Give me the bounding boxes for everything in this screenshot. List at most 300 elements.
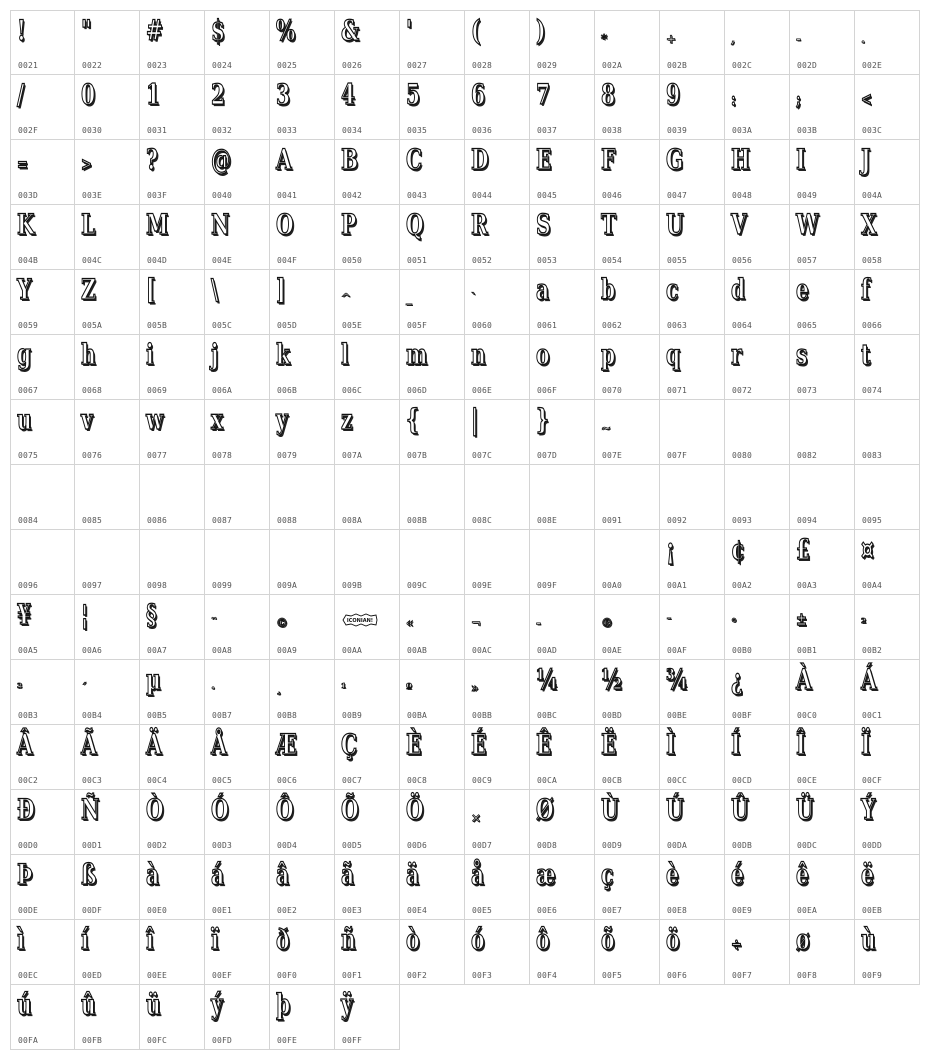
glyph-cell[interactable] [10,985,75,1050]
glyph-cell[interactable] [400,10,465,75]
glyph-cell[interactable] [75,595,140,660]
glyph-sample: Z [81,273,96,306]
glyph-cell[interactable] [660,205,725,270]
glyph-cell[interactable] [725,790,790,855]
glyph-code-label: 00AA [342,646,363,655]
glyph-sample: Å [211,728,227,761]
glyph-cell[interactable] [400,270,465,335]
glyph-cell[interactable] [335,595,400,660]
glyph-sample: ä [406,858,420,891]
glyph-cell[interactable] [790,205,855,270]
glyph-sample: - [536,616,541,630]
glyph-cell[interactable] [75,530,140,595]
glyph-cell[interactable] [205,985,270,1050]
glyph-sample: e [796,273,809,306]
glyph-cell[interactable] [855,335,920,400]
glyph-code-label: 004E [212,256,233,265]
glyph-code-label: 00C1 [862,711,883,720]
glyph-sample: Ì [666,728,676,761]
glyph-cell[interactable] [660,595,725,660]
glyph-cell[interactable] [205,725,270,790]
glyph-cell[interactable] [855,790,920,855]
glyph-cell[interactable] [75,75,140,140]
glyph-cell[interactable] [660,270,725,335]
glyph-cell[interactable] [205,140,270,205]
glyph-code-label: 0048 [732,191,753,200]
glyph-cell[interactable] [270,400,335,465]
glyph-cell[interactable] [270,270,335,335]
glyph-cell[interactable] [140,595,205,660]
glyph-cell[interactable] [855,140,920,205]
glyph-cell[interactable] [790,75,855,140]
glyph-cell[interactable] [400,140,465,205]
glyph-cell[interactable] [465,790,530,855]
glyph-cell[interactable] [75,10,140,75]
glyph-cell[interactable] [10,465,75,530]
glyph-cell[interactable] [725,595,790,660]
glyph-code-label: 00D4 [277,841,298,850]
glyph-cell[interactable] [660,75,725,140]
glyph-cell[interactable] [790,920,855,985]
glyph-code-label: 0062 [602,321,623,330]
glyph-sample: ö [666,923,680,956]
glyph-code-label: 0042 [342,191,363,200]
glyph-code-label: 0085 [82,516,103,525]
glyph-code-label: 008A [342,516,363,525]
glyph-cell[interactable] [335,530,400,595]
glyph-sample: ó [471,923,485,956]
glyph-code-label: 00BB [472,711,493,720]
glyph-cell[interactable] [75,985,140,1050]
glyph-cell[interactable] [400,660,465,725]
glyph-code-label: 0059 [18,321,39,330]
glyph-cell[interactable] [790,660,855,725]
glyph-code-label: 00F2 [407,971,428,980]
glyph-sample: õ [601,923,615,956]
glyph-cell[interactable] [75,335,140,400]
glyph-cell[interactable] [465,920,530,985]
glyph-cell[interactable] [530,270,595,335]
glyph-cell[interactable] [595,335,660,400]
glyph-code-label: 00D9 [602,841,623,850]
glyph-cell[interactable] [530,595,595,660]
glyph-cell[interactable] [335,75,400,140]
glyph-cell[interactable] [140,140,205,205]
glyph-code-label: 00FB [82,1036,103,1045]
glyph-cell[interactable] [205,855,270,920]
glyph-cell[interactable] [790,335,855,400]
glyph-cell[interactable] [75,660,140,725]
glyph-cell[interactable] [270,725,335,790]
glyph-cell[interactable] [205,75,270,140]
glyph-cell[interactable] [660,10,725,75]
glyph-cell[interactable] [465,595,530,660]
glyph-cell[interactable] [725,725,790,790]
glyph-sample: + [666,32,677,46]
glyph-cell[interactable] [205,790,270,855]
glyph-cell[interactable] [335,10,400,75]
glyph-cell[interactable] [10,10,75,75]
glyph-cell[interactable] [10,140,75,205]
glyph-cell[interactable] [530,400,595,465]
glyph-cell[interactable] [595,855,660,920]
glyph-code-label: 00E1 [212,906,233,915]
glyph-cell[interactable] [660,920,725,985]
glyph-cell[interactable] [465,140,530,205]
glyph-cell[interactable] [725,205,790,270]
glyph-cell[interactable] [335,790,400,855]
glyph-cell[interactable] [75,140,140,205]
glyph-sample: ô [536,923,550,956]
glyph-code-label: 005C [212,321,233,330]
glyph-cell[interactable] [855,530,920,595]
glyph-cell[interactable] [205,205,270,270]
glyph-cell[interactable] [465,530,530,595]
glyph-code-label: 0068 [82,386,103,395]
glyph-sample: ´ [81,681,87,695]
glyph-sample: ° [731,616,737,630]
glyph-cell[interactable] [400,855,465,920]
glyph-cell[interactable] [465,270,530,335]
glyph-cell[interactable] [335,985,400,1050]
glyph-sample: & [341,14,360,47]
glyph-cell[interactable] [725,660,790,725]
glyph-cell[interactable] [140,270,205,335]
glyph-code-label: 003C [862,126,883,135]
glyph-cell[interactable] [140,530,205,595]
glyph-cell[interactable] [855,205,920,270]
glyph-code-label: 002B [667,61,688,70]
glyph-cell[interactable] [725,400,790,465]
glyph-cell[interactable] [270,75,335,140]
glyph-cell[interactable] [205,465,270,530]
glyph-cell[interactable] [465,855,530,920]
glyph-cell[interactable] [465,75,530,140]
glyph-code-label: 0052 [472,256,493,265]
glyph-cell[interactable] [400,790,465,855]
glyph-sample: ñ [341,923,356,956]
glyph-code-label: 00D6 [407,841,428,850]
glyph-cell[interactable] [595,790,660,855]
glyph-cell[interactable] [790,595,855,660]
glyph-code-label: 0075 [18,451,39,460]
glyph-cell[interactable] [660,725,725,790]
glyph-cell[interactable] [140,920,205,985]
glyph-cell[interactable] [660,530,725,595]
glyph-cell[interactable] [75,855,140,920]
glyph-cell[interactable] [725,75,790,140]
glyph-sample: > [81,154,92,175]
glyph-code-label: 0066 [862,321,883,330]
glyph-cell[interactable] [75,920,140,985]
glyph-code-label: 0088 [277,516,298,525]
glyph-cell[interactable] [75,270,140,335]
glyph-cell[interactable] [465,335,530,400]
glyph-cell[interactable] [595,140,660,205]
glyph-cell[interactable] [530,465,595,530]
glyph-cell[interactable] [140,75,205,140]
glyph-code-label: 00FD [212,1036,233,1045]
glyph-cell[interactable] [10,855,75,920]
glyph-sample: » [471,681,479,695]
glyph-cell[interactable] [10,660,75,725]
glyph-sample: R [471,208,488,241]
glyph-cell[interactable] [140,10,205,75]
glyph-cell[interactable] [140,400,205,465]
glyph-sample: / [17,78,25,111]
glyph-sample: V [731,208,747,241]
glyph-cell[interactable] [465,725,530,790]
glyph-cell[interactable] [660,790,725,855]
glyph-cell[interactable] [10,270,75,335]
glyph-cell[interactable] [140,205,205,270]
glyph-cell[interactable] [205,400,270,465]
glyph-code-label: 0099 [212,581,233,590]
glyph-cell[interactable] [335,465,400,530]
glyph-code-label: 00D8 [537,841,558,850]
glyph-cell[interactable] [595,400,660,465]
glyph-cell[interactable] [855,75,920,140]
glyph-code-label: 00A1 [667,581,688,590]
glyph-code-label: 0097 [82,581,103,590]
glyph-cell[interactable] [790,270,855,335]
glyph-cell[interactable] [335,205,400,270]
glyph-cell[interactable] [595,530,660,595]
glyph-cell[interactable] [790,465,855,530]
glyph-cell[interactable] [205,335,270,400]
glyph-sample: 0 [81,78,96,111]
glyph-cell[interactable] [595,465,660,530]
glyph-cell[interactable] [595,270,660,335]
glyph-cell[interactable] [855,855,920,920]
glyph-code-label: 0022 [82,61,103,70]
glyph-cell[interactable] [75,400,140,465]
glyph-cell[interactable] [725,140,790,205]
glyph-cell[interactable] [530,660,595,725]
glyph-cell[interactable] [660,400,725,465]
glyph-sample: Ý [861,793,876,826]
glyph-cell[interactable] [790,10,855,75]
glyph-cell[interactable] [270,205,335,270]
glyph-cell[interactable] [855,10,920,75]
glyph-cell[interactable] [270,855,335,920]
glyph-cell[interactable] [270,985,335,1050]
glyph-cell[interactable] [270,790,335,855]
glyph-cell[interactable] [725,10,790,75]
glyph-code-label: 00B0 [732,646,753,655]
glyph-cell[interactable] [855,920,920,985]
glyph-cell[interactable] [530,790,595,855]
glyph-cell[interactable] [205,595,270,660]
glyph-cell[interactable] [140,335,205,400]
glyph-cell[interactable] [855,660,920,725]
glyph-cell[interactable] [140,725,205,790]
glyph-code-label: 0050 [342,256,363,265]
glyph-code-label: 0031 [147,126,168,135]
glyph-cell[interactable] [660,465,725,530]
glyph-cell[interactable] [465,465,530,530]
glyph-cell[interactable] [530,725,595,790]
glyph-cell[interactable] [530,530,595,595]
glyph-cell[interactable] [855,595,920,660]
glyph-cell[interactable] [10,400,75,465]
glyph-sample: h [81,338,96,371]
glyph-sample: Ú [666,793,684,826]
glyph-cell[interactable] [10,205,75,270]
glyph-sample: ÷ [731,934,742,955]
glyph-cell[interactable] [530,920,595,985]
glyph-cell[interactable] [790,790,855,855]
glyph-cell[interactable] [725,465,790,530]
glyph-cell[interactable] [595,10,660,75]
glyph-cell[interactable] [660,140,725,205]
glyph-cell[interactable] [465,10,530,75]
glyph-cell[interactable] [140,985,205,1050]
glyph-cell[interactable] [400,595,465,660]
glyph-cell[interactable] [400,725,465,790]
glyph-cell[interactable] [530,10,595,75]
glyph-cell[interactable] [205,10,270,75]
glyph-cell[interactable] [75,790,140,855]
glyph-code-label: 007B [407,451,428,460]
glyph-code-label: 0056 [732,256,753,265]
glyph-cell[interactable] [725,530,790,595]
glyph-cell[interactable] [270,920,335,985]
glyph-sample: ) [536,14,546,47]
glyph-cell[interactable] [855,270,920,335]
glyph-cell[interactable] [465,205,530,270]
glyph-cell[interactable] [530,855,595,920]
glyph-cell[interactable] [335,660,400,725]
glyph-cell[interactable] [530,335,595,400]
glyph-code-label: 004A [862,191,883,200]
glyph-cell[interactable] [855,465,920,530]
glyph-cell[interactable] [790,530,855,595]
glyph-cell[interactable] [400,75,465,140]
glyph-cell[interactable] [10,725,75,790]
glyph-cell[interactable] [660,855,725,920]
glyph-cell[interactable] [595,920,660,985]
glyph-cell[interactable] [10,790,75,855]
glyph-cell[interactable] [10,920,75,985]
glyph-cell[interactable] [205,530,270,595]
glyph-cell[interactable] [595,595,660,660]
glyph-code-label: 006D [407,386,428,395]
glyph-sample: ~ [601,421,612,435]
glyph-cell[interactable] [725,270,790,335]
glyph-code-label: 00DA [667,841,688,850]
glyph-cell[interactable] [270,140,335,205]
glyph-code-label: 0034 [342,126,363,135]
glyph-cell[interactable] [400,335,465,400]
glyph-cell[interactable] [595,205,660,270]
glyph-sample: ü [146,988,161,1021]
glyph-cell[interactable] [530,75,595,140]
glyph-sample: Ç [341,728,358,761]
glyph-cell[interactable] [530,140,595,205]
glyph-cell[interactable] [790,855,855,920]
glyph-cell[interactable] [660,660,725,725]
glyph-cell[interactable] [790,140,855,205]
glyph-cell[interactable] [75,725,140,790]
glyph-cell[interactable] [400,920,465,985]
glyph-code-label: 00E8 [667,906,688,915]
glyph-cell[interactable] [75,205,140,270]
glyph-code-label: 00B7 [212,711,233,720]
glyph-cell[interactable] [465,660,530,725]
glyph-cell[interactable] [140,790,205,855]
glyph-cell[interactable] [10,335,75,400]
glyph-sample: k [276,338,290,371]
glyph-sample: ] [276,273,286,306]
glyph-cell[interactable] [140,465,205,530]
glyph-cell[interactable] [270,530,335,595]
glyph-code-label: 00E3 [342,906,363,915]
glyph-cell[interactable] [335,335,400,400]
glyph-cell[interactable] [530,205,595,270]
glyph-cell[interactable] [400,205,465,270]
glyph-cell[interactable] [10,595,75,660]
glyph-cell[interactable] [790,400,855,465]
glyph-cell[interactable] [400,465,465,530]
glyph-cell[interactable] [790,725,855,790]
glyph-code-label: 00C8 [407,776,428,785]
glyph-cell[interactable] [855,400,920,465]
glyph-code-label: 0040 [212,191,233,200]
glyph-cell[interactable] [400,400,465,465]
glyph-cell[interactable] [725,920,790,985]
glyph-cell[interactable] [595,725,660,790]
glyph-cell[interactable] [335,140,400,205]
glyph-cell[interactable] [335,920,400,985]
glyph-cell[interactable] [205,920,270,985]
glyph-cell[interactable] [595,75,660,140]
glyph-sample: ¹ [341,681,347,695]
glyph-sample: { [406,403,419,436]
glyph-sample: L [81,208,96,241]
glyph-code-label: 0032 [212,126,233,135]
glyph-cell[interactable] [660,335,725,400]
glyph-cell[interactable] [595,660,660,725]
glyph-code-label: 0024 [212,61,233,70]
iconian-logo-badge [342,613,378,627]
glyph-cell[interactable] [270,335,335,400]
glyph-cell[interactable] [335,400,400,465]
glyph-cell[interactable] [10,530,75,595]
glyph-cell[interactable] [465,400,530,465]
glyph-cell[interactable] [335,725,400,790]
glyph-cell[interactable] [855,725,920,790]
glyph-cell[interactable] [270,465,335,530]
glyph-cell[interactable] [270,10,335,75]
glyph-cell[interactable] [335,855,400,920]
glyph-cell[interactable] [140,660,205,725]
glyph-cell[interactable] [205,660,270,725]
glyph-sample: v [81,403,93,436]
glyph-cell[interactable] [205,270,270,335]
glyph-cell[interactable] [725,855,790,920]
glyph-code-label: 00BE [667,711,688,720]
glyph-cell[interactable] [270,660,335,725]
glyph-cell[interactable] [10,75,75,140]
glyph-cell[interactable] [270,595,335,660]
glyph-cell[interactable] [140,855,205,920]
glyph-cell[interactable] [725,335,790,400]
glyph-cell[interactable] [335,270,400,335]
glyph-cell[interactable] [75,465,140,530]
glyph-cell[interactable] [400,530,465,595]
glyph-sample: : [731,89,736,110]
